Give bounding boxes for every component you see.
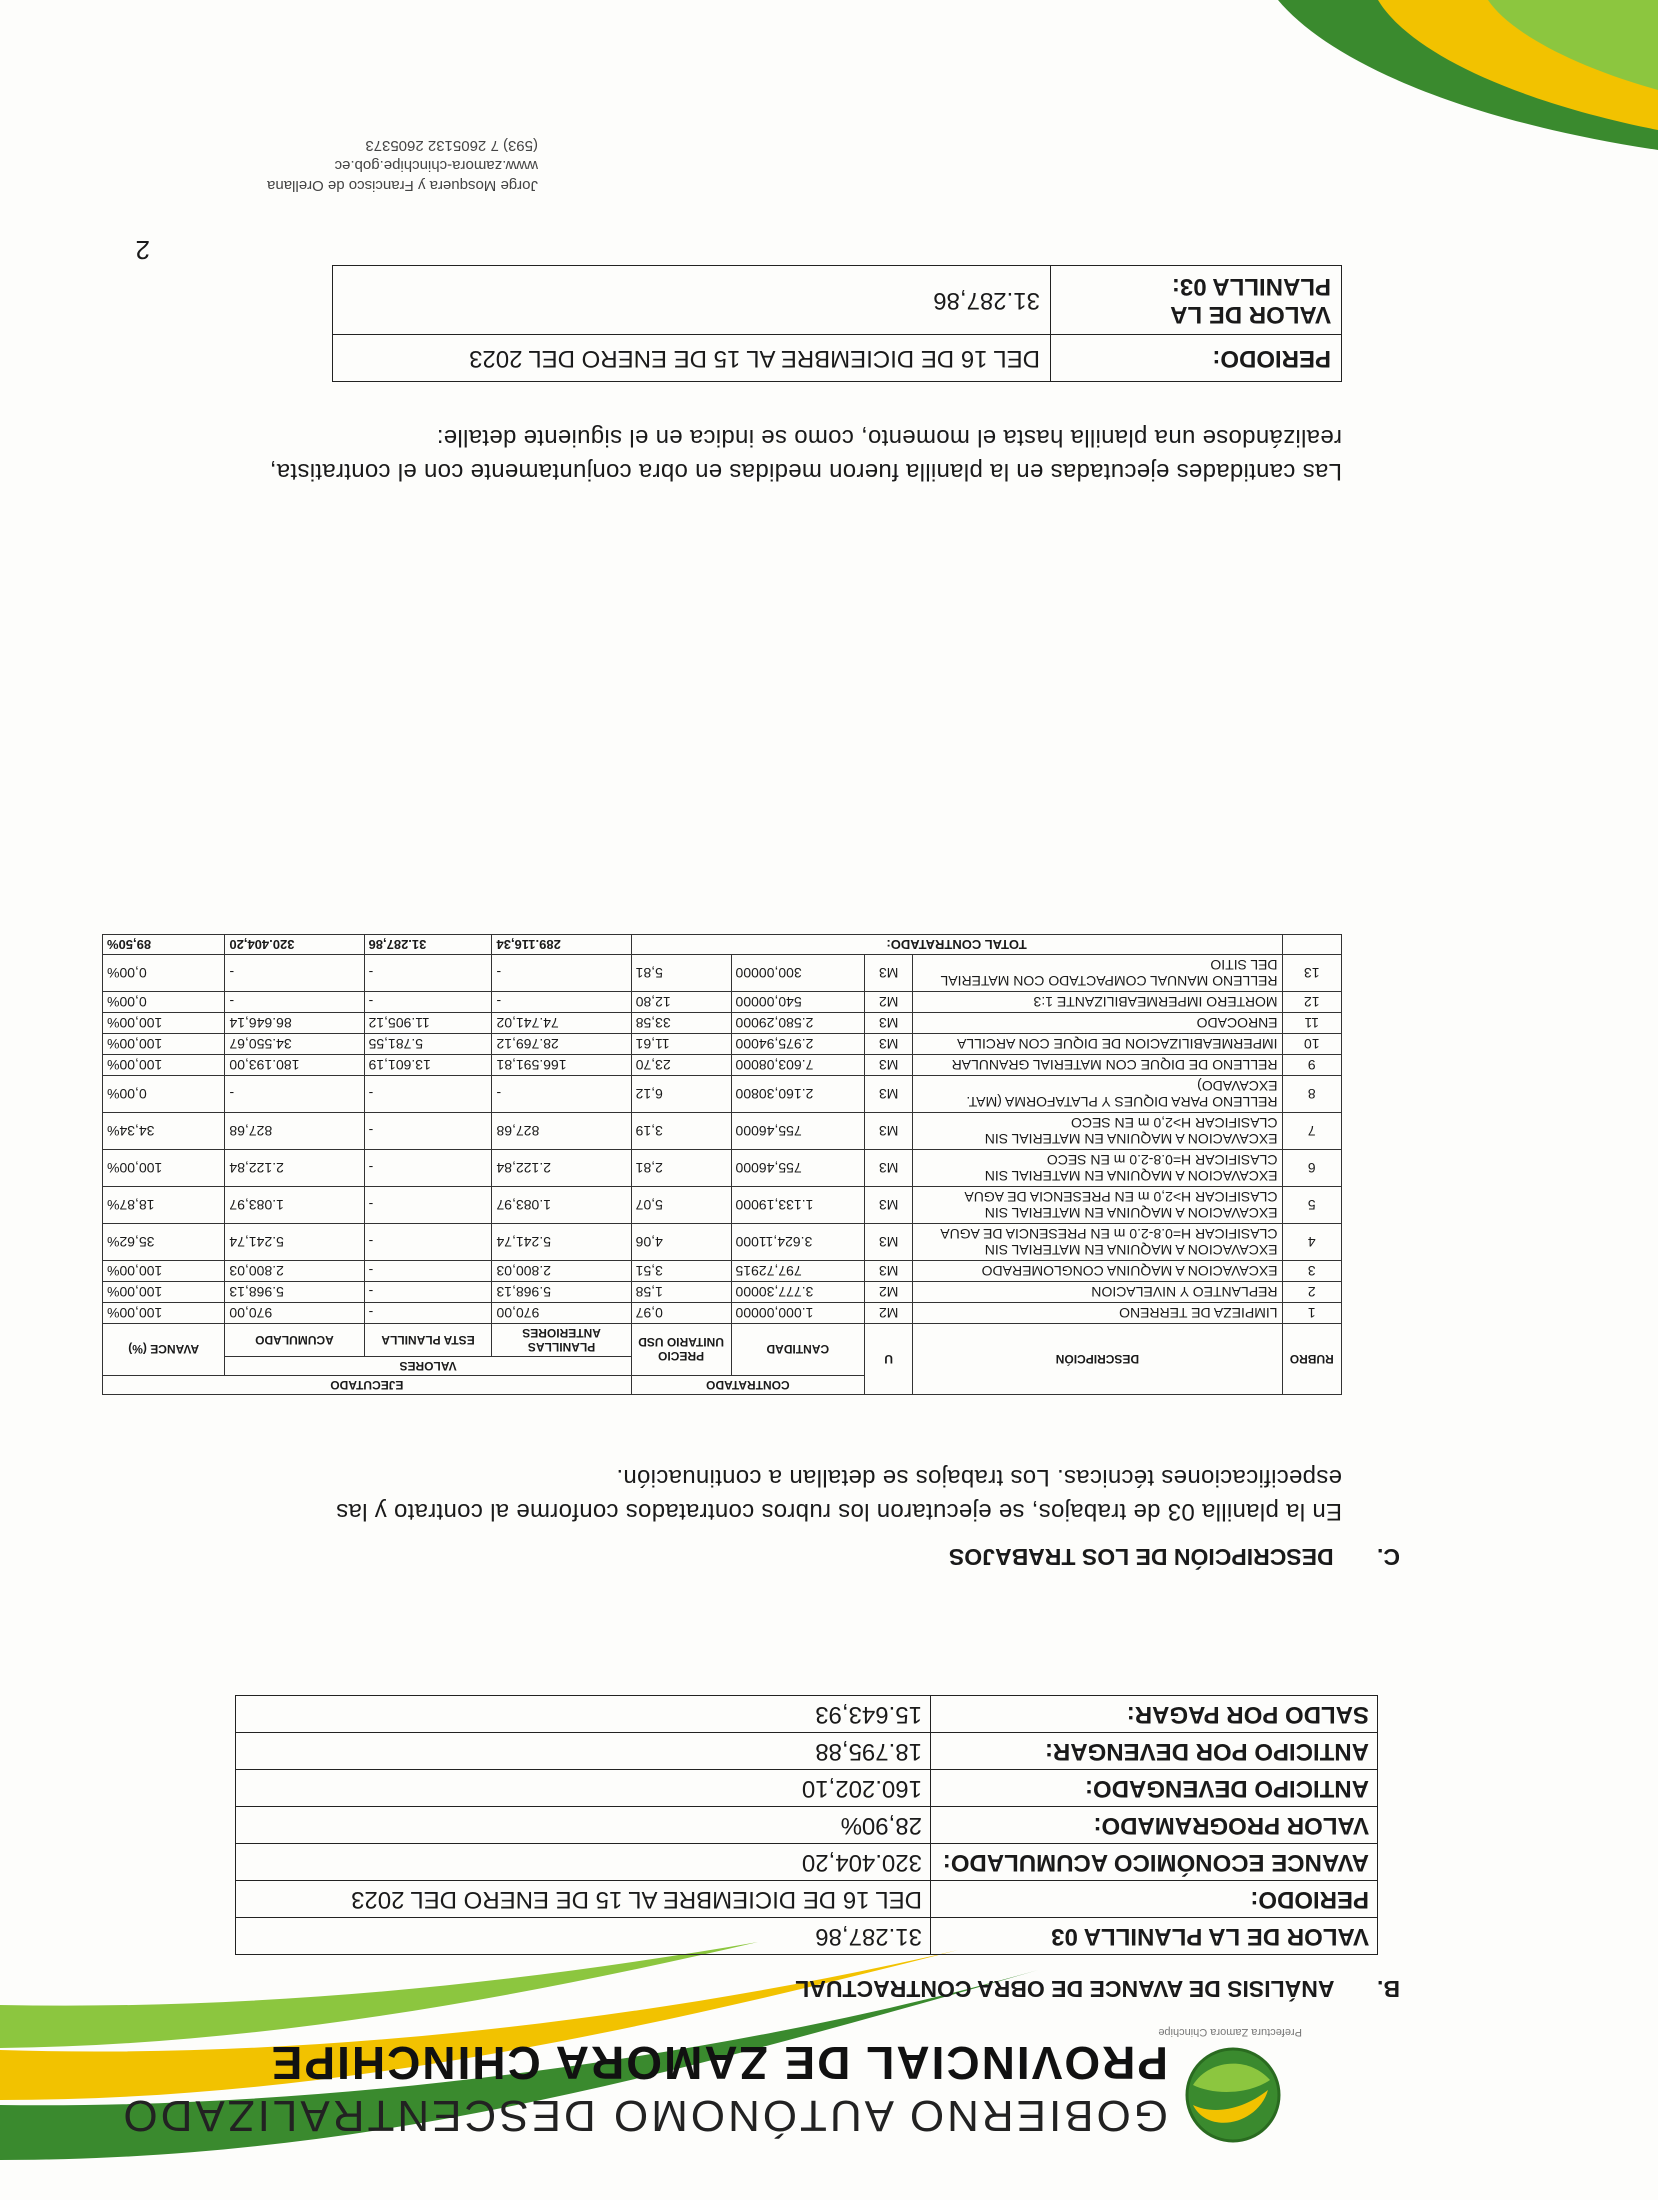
cell-desc: EXCAVACION A MAQUINA CONGLOMERADO [913, 1261, 1282, 1282]
cell-u: M3 [865, 1034, 913, 1055]
section-b-letter: B. [1377, 1976, 1400, 2002]
cell-avance: 0,00% [103, 1076, 225, 1113]
col-ejecutado: EJECUTADO [103, 1376, 632, 1395]
cell-desc: ENROCADO [913, 1013, 1282, 1034]
cell-anteriores: - [492, 992, 631, 1013]
cell-rubro: 5 [1282, 1187, 1341, 1224]
col-rubro: RUBRO [1282, 1324, 1341, 1395]
summary-row [236, 1918, 1378, 1955]
cell-precio: 3,51 [631, 1261, 731, 1282]
cell-esta: 13.601,19 [364, 1055, 492, 1076]
section-b-title [795, 1975, 1400, 2002]
footer-address: Jorge Mosquera y Francisco de Orellana [267, 177, 538, 194]
cell-avance: 0,00% [103, 992, 225, 1013]
table-row [103, 1055, 1342, 1076]
cell-desc: RELLENO PARA DIQUES Y PLATAFORMA (MAT. EXCAVADO) [913, 1076, 1282, 1113]
cell-rubro: 10 [1282, 1034, 1341, 1055]
cell-desc: IMPERMEABILIZACION DE DIQUE CON ARCILLA [913, 1034, 1282, 1055]
cell-desc: REPLANTEO Y NIVELACION [913, 1282, 1282, 1303]
cell-acum: 180.193,00 [225, 1055, 364, 1076]
cell-u: M3 [865, 1187, 913, 1224]
cell-u: M3 [865, 1055, 913, 1076]
cell-u: M2 [865, 992, 913, 1013]
header-title-line1: GOBIERNO AUTÓNOMO DESCENTRALIZADO [120, 2091, 1168, 2140]
summary-value: 31.287,86 [236, 1918, 931, 1955]
cell-acum: 5.241,74 [225, 1224, 364, 1261]
cell-anteriores: - [492, 1076, 631, 1113]
cell-rubro: 4 [1282, 1224, 1341, 1261]
summary-label: AVANCE ECONÓMICO ACUMULADO: [931, 1844, 1378, 1881]
table-row [103, 1076, 1342, 1113]
cell-rubro: 3 [1282, 1261, 1341, 1282]
cell-anteriores: 2.800,03 [492, 1261, 631, 1282]
cell-anteriores: 166.591,81 [492, 1055, 631, 1076]
cell-avance: 100,00% [103, 1282, 225, 1303]
period-label: VALOR DE LA PLANILLA 03: [1051, 266, 1342, 335]
cell-avance: 100,00% [103, 1150, 225, 1187]
progress-summary-table [235, 1695, 1378, 1955]
col-descripcion: DESCRIPCIÓN [913, 1324, 1282, 1395]
section-c-title [949, 1543, 1400, 1570]
cell-avance: 0,00% [103, 955, 225, 992]
cell-avance: 100,00% [103, 1034, 225, 1055]
summary-value: 15.643,93 [236, 1696, 931, 1733]
cell-esta: - [364, 955, 492, 992]
totals-row [103, 935, 1342, 955]
cell-desc: EXCAVACION A MAQUINA EN MATERIAL SIN CLASIFICAR H=0.8-2.0 m EN SECO [913, 1150, 1282, 1187]
summary-label: SALDO POR PAGAR: [931, 1696, 1378, 1733]
cell-avance: 100,00% [103, 1261, 225, 1282]
cell-rubro: 6 [1282, 1150, 1341, 1187]
prefectura-logo-icon [1178, 2040, 1288, 2150]
footer-web: www.zamora-chinchipe.gob.ec [334, 157, 538, 174]
col-valores: VALORES [225, 1357, 631, 1376]
cell-precio: 33,58 [631, 1013, 731, 1034]
closing-paragraph: Las cantidades ejecutadas en la planilla fueron medidas en obra conjuntamente con el contratista, realizándose una planilla hasta el momento, como se indica en el siguiente detalle: [269, 424, 1342, 485]
summary-row [236, 1881, 1378, 1918]
cell-cant: 7.603,08000 [731, 1055, 865, 1076]
cell-acum: 86.646,14 [225, 1013, 364, 1034]
cell-acum: 2.800,03 [225, 1261, 364, 1282]
summary-value: 18.795,88 [236, 1733, 931, 1770]
cell-precio: 5,07 [631, 1187, 731, 1224]
cell-acum: 827,68 [225, 1113, 364, 1150]
cell-acum: - [225, 1076, 364, 1113]
period-value: 31.287,86 [333, 266, 1051, 335]
col-esta: ESTA PLANILLA [364, 1324, 492, 1357]
cell-anteriores: - [492, 955, 631, 992]
cell-rubro: 8 [1282, 1076, 1341, 1113]
table-row [103, 1303, 1342, 1324]
cell-anteriores: 970,00 [492, 1303, 631, 1324]
section-c-intro: En la planilla 03 de trabajos, se ejecutaron los rubros contratados conforme al contrato y las especificaciones técnicas. Los trabajos se detallan a continuación. [335, 1464, 1342, 1525]
cell-acum: 2.122,84 [225, 1150, 364, 1187]
cell-cant: 3.777,30000 [731, 1282, 865, 1303]
cell-avance: 34,34% [103, 1113, 225, 1150]
col-precio: PRECIO UNITARIO USD [631, 1324, 731, 1376]
cell-esta: - [364, 1150, 492, 1187]
cell-anteriores: 5.241,74 [492, 1224, 631, 1261]
cell-u: M2 [865, 1282, 913, 1303]
cell-esta: - [364, 1303, 492, 1324]
summary-label: ANTICIPO DEVENGADO: [931, 1770, 1378, 1807]
cell-anteriores: 1.083,97 [492, 1187, 631, 1224]
cell-esta: - [364, 992, 492, 1013]
summary-row [236, 1770, 1378, 1807]
cell-avance: 35,62% [103, 1224, 225, 1261]
col-avance: AVANCE (%) [103, 1324, 225, 1376]
cell-desc: RELLENO DE DIQUE CON MATERIAL GRANULAR [913, 1055, 1282, 1076]
summary-row [236, 1807, 1378, 1844]
header-title-line2: PROVINCIAL DE ZAMORA CHINCHIPE [269, 2037, 1168, 2089]
footer-swoosh [0, 0, 1658, 150]
cell-cant: 755,46000 [731, 1113, 865, 1150]
col-acumulado: ACUMULADO [225, 1324, 364, 1357]
cell-precio: 0,97 [631, 1303, 731, 1324]
cell-esta: - [364, 1187, 492, 1224]
cell-avance: 100,00% [103, 1303, 225, 1324]
cell-rubro: 9 [1282, 1055, 1341, 1076]
cell-precio: 3,19 [631, 1113, 731, 1150]
cell-cant: 1.133,19000 [731, 1187, 865, 1224]
cell-desc: MORTERO IMPERMEABILIZANTE 1:3 [913, 992, 1282, 1013]
cell-desc: EXCAVACION A MAQUINA EN MATERIAL SIN CLASIFICAR H>2,0 m EN PRESENCIA DE AGUA [913, 1187, 1282, 1224]
works-table [102, 934, 1342, 1395]
period-row [333, 266, 1342, 335]
table-row [103, 1224, 1342, 1261]
cell-precio: 12,80 [631, 992, 731, 1013]
cell-u: M3 [865, 1224, 913, 1261]
cell-rubro: 1 [1282, 1303, 1341, 1324]
cell-u: M3 [865, 1261, 913, 1282]
cell-u: M3 [865, 1076, 913, 1113]
table-row [103, 992, 1342, 1013]
cell-acum: - [225, 955, 364, 992]
footer-phone: (593) 7 2605132 2605373 [365, 137, 538, 154]
summary-row [236, 1733, 1378, 1770]
totals-acum: 320.404,20 [225, 935, 364, 955]
summary-row [236, 1696, 1378, 1733]
cell-esta: 11.905,12 [364, 1013, 492, 1034]
cell-cant: 540,00000 [731, 992, 865, 1013]
period-value: DEL 16 DE DICIEMBRE AL 15 DE ENERO DEL 2023 [333, 335, 1051, 382]
summary-row [236, 1844, 1378, 1881]
cell-u: M3 [865, 1113, 913, 1150]
cell-cant: 2.580,29000 [731, 1013, 865, 1034]
table-row [103, 1034, 1342, 1055]
cell-acum: 1.083,97 [225, 1187, 364, 1224]
col-contratado: CONTRATADO [631, 1376, 864, 1395]
col-anteriores: PLANILLAS ANTERIORES [492, 1324, 631, 1357]
cell-cant: 2.160,30800 [731, 1076, 865, 1113]
cell-anteriores: 827,68 [492, 1113, 631, 1150]
summary-label: VALOR PROGRAMADO: [931, 1807, 1378, 1844]
cell-u: M3 [865, 955, 913, 992]
cell-esta: - [364, 1261, 492, 1282]
cell-esta: - [364, 1113, 492, 1150]
section-c-heading: DESCRIPCIÓN DE LOS TRABAJOS [948, 1544, 1334, 1570]
header-subtext: Prefectura Zamora Chinchipe [1158, 2026, 1302, 2038]
cell-esta: - [364, 1076, 492, 1113]
summary-value: 320.404,20 [236, 1844, 931, 1881]
cell-precio: 2,81 [631, 1150, 731, 1187]
cell-acum: 34.550,67 [225, 1034, 364, 1055]
section-b-heading: ANÁLISIS DE AVANCE DE OBRA CONTRACTUAL [795, 1976, 1335, 2002]
cell-acum: 970,00 [225, 1303, 364, 1324]
cell-precio: 23,70 [631, 1055, 731, 1076]
totals-label: TOTAL CONTRATADO: [631, 935, 1282, 955]
table-row [103, 1013, 1342, 1034]
cell-precio: 11,61 [631, 1034, 731, 1055]
period-table [332, 265, 1342, 382]
summary-label: ANTICIPO POR DEVENGAR: [931, 1733, 1378, 1770]
period-label: PERIODO: [1051, 335, 1342, 382]
cell-desc: LIMPIEZA DE TERRENO [913, 1303, 1282, 1324]
table-row [103, 955, 1342, 992]
totals-blank [1282, 935, 1341, 955]
cell-precio: 6,12 [631, 1076, 731, 1113]
cell-cant: 755,46000 [731, 1150, 865, 1187]
cell-rubro: 11 [1282, 1013, 1341, 1034]
cell-esta: - [364, 1282, 492, 1303]
col-cantidad: CANTIDAD [731, 1324, 865, 1376]
cell-avance: 18,87% [103, 1187, 225, 1224]
cell-rubro: 2 [1282, 1282, 1341, 1303]
summary-value: 28,90% [236, 1807, 931, 1844]
cell-u: M3 [865, 1013, 913, 1034]
cell-rubro: 7 [1282, 1113, 1341, 1150]
summary-label: PERIODO: [931, 1881, 1378, 1918]
cell-avance: 100,00% [103, 1055, 225, 1076]
cell-cant: 797,72915 [731, 1261, 865, 1282]
cell-anteriores: 74.741,02 [492, 1013, 631, 1034]
summary-value: 160.202,10 [236, 1770, 931, 1807]
table-row [103, 1187, 1342, 1224]
cell-precio: 1,58 [631, 1282, 731, 1303]
summary-value: DEL 16 DE DICIEMBRE AL 15 DE ENERO DEL 2023 [236, 1881, 931, 1918]
cell-u: M2 [865, 1303, 913, 1324]
cell-precio: 5,81 [631, 955, 731, 992]
page-number: 2 [135, 235, 150, 265]
cell-u: M3 [865, 1150, 913, 1187]
cell-acum: 5.968,13 [225, 1282, 364, 1303]
cell-desc: EXCAVACION A MAQUINA EN MATERIAL SIN CLASIFICAR H>2,0 m EN SECO [913, 1113, 1282, 1150]
cell-rubro: 12 [1282, 992, 1341, 1013]
totals-anteriores: 289.116,34 [492, 935, 631, 955]
cell-desc: EXCAVACION A MAQUINA EN MATERIAL SIN CLASIFICAR H=0.8-2.0 m EN PRESENCIA DE AGUA [913, 1224, 1282, 1261]
cell-desc: RELLENO MANUAL COMPACTADO CON MATERIAL DEL SITIO [913, 955, 1282, 992]
section-c-letter: C. [1377, 1544, 1400, 1570]
cell-esta: - [364, 1224, 492, 1261]
cell-rubro: 13 [1282, 955, 1341, 992]
period-row [333, 335, 1342, 382]
table-row [103, 1150, 1342, 1187]
table-row [103, 1261, 1342, 1282]
cell-cant: 2.975,94000 [731, 1034, 865, 1055]
cell-avance: 100,00% [103, 1013, 225, 1034]
summary-label: VALOR DE LA PLANILLA 03 [931, 1918, 1378, 1955]
table-row [103, 1282, 1342, 1303]
cell-acum: - [225, 992, 364, 1013]
totals-esta: 31.287,86 [364, 935, 492, 955]
cell-cant: 1.000,00000 [731, 1303, 865, 1324]
totals-avance: 89,50% [103, 935, 225, 955]
cell-cant: 300,00000 [731, 955, 865, 992]
cell-esta: 5.781,55 [364, 1034, 492, 1055]
cell-precio: 4,06 [631, 1224, 731, 1261]
cell-anteriores: 5.968,13 [492, 1282, 631, 1303]
cell-anteriores: 28.769,12 [492, 1034, 631, 1055]
table-row [103, 1113, 1342, 1150]
cell-cant: 3.624,11000 [731, 1224, 865, 1261]
cell-anteriores: 2.122,84 [492, 1150, 631, 1187]
col-unidad: U [865, 1324, 913, 1395]
